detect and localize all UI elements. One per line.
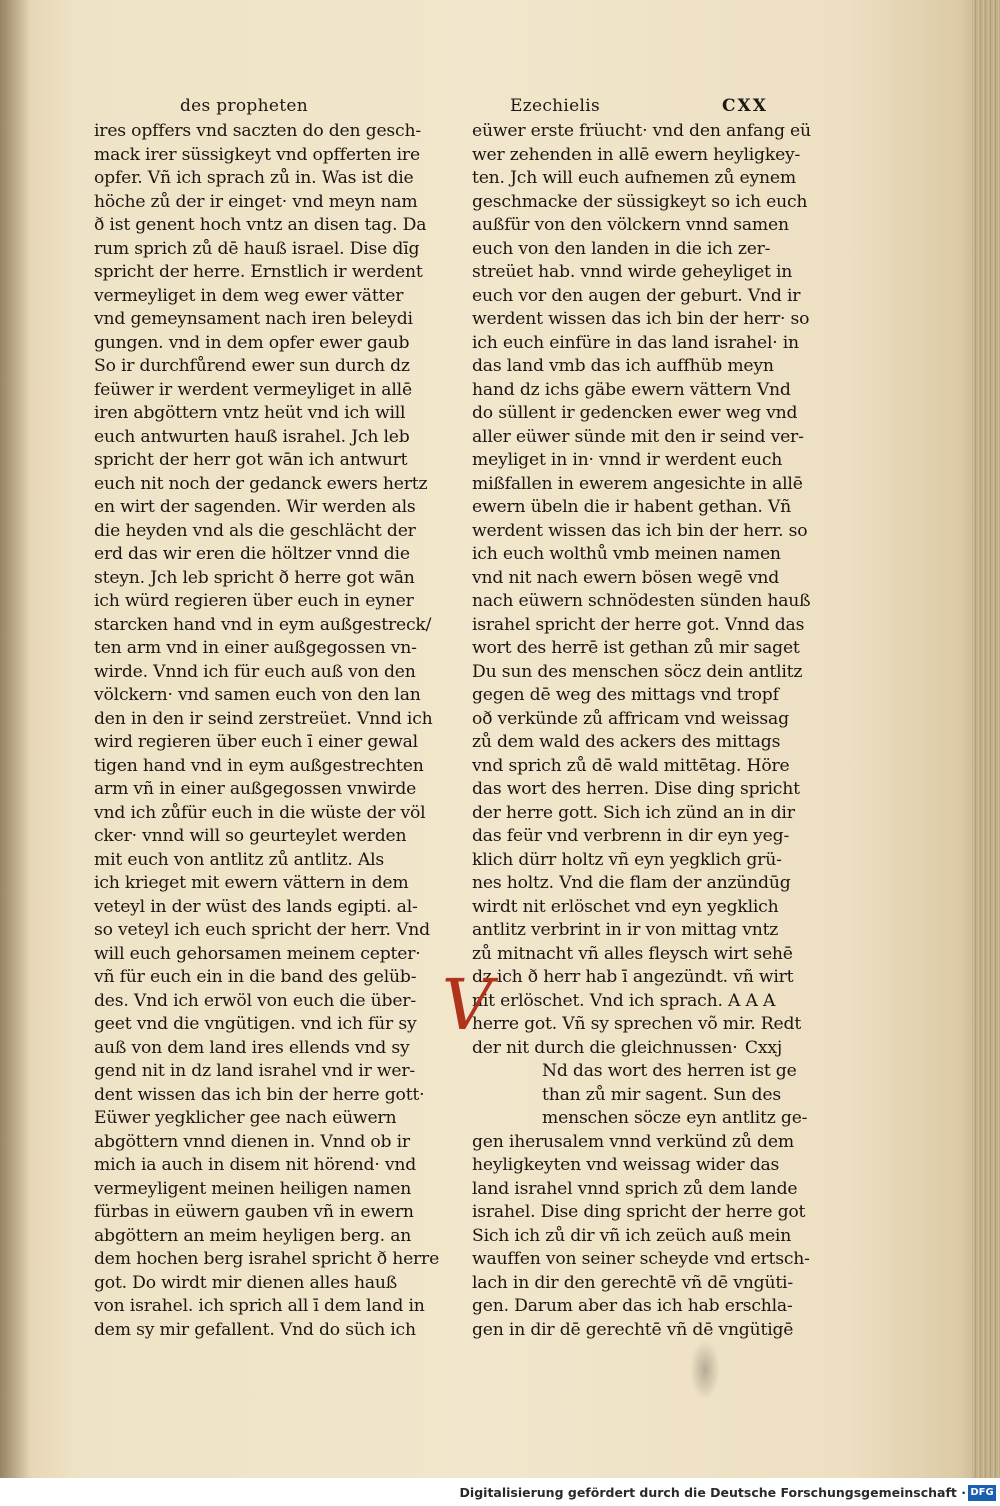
text-line: wird regieren über euch ī einer gewal <box>94 732 418 752</box>
text-line: gen. Darum aber das ich hab erschla- <box>472 1296 793 1316</box>
paper-stain <box>690 1340 720 1400</box>
text-line: en wirt der sagenden. Wir werden als <box>94 497 416 517</box>
text-line: geschmacke der süssigkeyt so ich euch <box>472 191 808 212</box>
text-line: ich euch einfüre in das land israhel· in <box>472 332 799 353</box>
text-line: so veteyl ich euch spricht der herr. Vnd <box>94 920 430 940</box>
text-line: vnd ich zůfür euch in die wüste der völ <box>94 802 426 823</box>
text-line: erd das wir eren die höltzer vnnd die <box>94 544 410 564</box>
text-line: Sich ich zů dir vñ ich zeüch auß mein <box>472 1225 792 1246</box>
text-line: menschen söcze eyn antlitz ge- <box>542 1108 808 1128</box>
text-line: wer zehenden in allē ewern heyligkey- <box>472 144 801 165</box>
text-line: zů dem wald des ackers des mittags <box>472 732 781 752</box>
text-line: do süllent ir gedencken ewer weg vnd <box>472 403 798 423</box>
text-line: ich krieget mit ewern vättern in dem <box>94 873 409 893</box>
text-line: dz ich ð herr hab ī angezündt. vñ wirt <box>472 967 794 987</box>
text-line: mich ia auch in disem nit hörend· vnd <box>94 1155 417 1175</box>
text-line: gend nit in dz land israhel vnd ir wer- <box>94 1061 415 1081</box>
folio-number: CXX <box>722 96 768 116</box>
text-line: eüwer erste früucht· vnd den anfang eü <box>472 121 811 141</box>
text-line: than zů mir sagent. Sun des <box>542 1084 781 1105</box>
text-line: spricht der herr got wān ich antwurt <box>94 450 408 470</box>
text-line: werdent wissen das ich bin der herr. so <box>472 520 808 541</box>
text-line: wirde. Vnnd ich für euch auß von den <box>94 661 416 682</box>
text-line: vermeyligent meinen heiligen namen <box>94 1178 412 1199</box>
text-line: klich dürr holtz vñ eyn yegklich grü- <box>472 849 782 870</box>
text-line: spricht der herre. Ernstlich ir werdent <box>94 262 423 282</box>
text-line: ð ist genent hoch vntz an disen tag. Da <box>94 215 427 235</box>
chapter-number: Cxxj <box>744 1037 782 1058</box>
footer-credit: Digitalisierung gefördert durch die Deutsche Forschungsgemeinschaft · <box>459 1485 966 1500</box>
text-line: die heyden vnd als die geschlächt der <box>94 520 416 541</box>
text-line: lach in dir den gerechtē vñ dē vngüti- <box>472 1272 793 1293</box>
text-line: abgöttern an meim heyligen berg. an <box>94 1225 412 1246</box>
gutter-shadow <box>0 0 30 1478</box>
right-column-chapter-text <box>472 1060 810 1342</box>
text-line: des. Vnd ich erwöl von euch die über- <box>94 990 416 1011</box>
text-line: cker· vnnd will so geurteylet werden <box>94 826 407 846</box>
text-line: aller eüwer sünde mit den ir seind ver- <box>472 426 804 447</box>
text-line: will euch gehorsamen meinem cepter· <box>94 943 421 964</box>
text-line: völckern· vnd samen euch von den lan <box>94 685 421 705</box>
text-line: israhel spricht der herre got. Vnnd das <box>472 614 805 635</box>
text-line: geet vnd die vngütigen. vnd ich für sy <box>94 1014 417 1034</box>
text-line: vñ für euch ein in die band des gelüb- <box>94 967 417 987</box>
right-column-top-text <box>472 120 811 1060</box>
left-running-head: des propheten <box>180 96 308 116</box>
text-line: vnd nit nach ewern bösen wegē vnd <box>472 567 780 588</box>
text-line: ten. Jch will euch aufnemen zů eynem <box>472 168 796 188</box>
text-line: der nit durch die gleichnussen· <box>472 1037 738 1058</box>
text-line: rum sprich zů dē hauß israel. Dise dīg <box>94 238 420 259</box>
text-line: vnd sprich zů dē wald mittētag. Höre <box>472 755 790 776</box>
text-line: ich euch wolthů vmb meinen namen <box>472 544 781 564</box>
text-line: israhel. Dise ding spricht der herre got <box>472 1202 806 1222</box>
text-line: starcken hand vnd in eym außgestreck/ <box>94 614 432 635</box>
text-line: außfür von den völckern vnnd samen <box>472 215 789 235</box>
text-line: tigen hand vnd in eym außgestrechten <box>94 755 424 776</box>
text-line: abgöttern vnnd dienen in. Vnnd ob ir <box>94 1131 410 1152</box>
text-line: ewern übeln die ir habent gethan. Vñ <box>472 497 791 517</box>
text-line: wauffen von seiner scheyde vnd ertsch- <box>472 1249 810 1269</box>
text-line: mack irer süssigkeyt vnd opfferten ire <box>94 144 420 165</box>
text-line: auß von dem land ires ellends vnd sy <box>94 1037 410 1058</box>
text-line: arm vñ in einer außgegossen vnwirde <box>94 779 417 799</box>
left-text-column <box>94 120 440 1342</box>
text-line: streüet hab. vnnd wirde geheyliget in <box>472 262 793 282</box>
text-line: So ir durchfůrend ewer sun durch dz <box>94 356 410 376</box>
footer-bar <box>0 1478 1000 1506</box>
text-line: meyliget in in· vnnd ir werdent euch <box>472 450 783 470</box>
text-line: heyligkeyten vnd weissag wider das <box>472 1155 780 1175</box>
text-line: das land vmb das ich auffhüb meyn <box>472 356 774 376</box>
text-line: werdent wissen das ich bin der herr· so <box>472 309 810 329</box>
text-line: euch nit noch der gedanck ewers hertz <box>94 473 428 494</box>
text-line: der herre gott. Sich ich zünd an in dir <box>472 802 795 823</box>
text-line: mißfallen in ewerem angesichte in allē <box>472 473 803 494</box>
text-line: antlitz verbrint in ir von mittag vntz <box>472 920 779 940</box>
text-line: ich würd regieren über euch in eyner <box>94 591 414 611</box>
text-line: Du sun des menschen söcz dein antlitz <box>472 661 803 682</box>
dfg-logo: DFG <box>968 1485 996 1501</box>
text-line: gen iherusalem vnnd verkünd zů dem <box>472 1131 794 1152</box>
text-line: feüwer ir werdent vermeyliget in allē <box>94 379 412 400</box>
text-line: das feür vnd verbrenn in dir eyn yeg- <box>472 826 790 846</box>
text-line: hand dz ichs gäbe ewern vättern Vnd <box>472 379 791 400</box>
right-text-column <box>472 120 811 1342</box>
text-line: got. Do wirdt mir dienen alles hauß <box>94 1272 398 1293</box>
text-line: Nd das wort des herren ist ge <box>542 1061 797 1081</box>
text-line: vnd gemeynsament nach iren beleydi <box>94 309 413 329</box>
rubricated-initial: V <box>441 964 493 1046</box>
text-line: oð verkünde zů affricam vnd weissag <box>472 708 789 729</box>
text-line: nach eüwern schnödesten sünden hauß <box>472 591 811 611</box>
text-line: veteyl in der wüst des lands egipti. al- <box>94 896 418 917</box>
page-edge <box>972 0 1000 1478</box>
text-line: nes holtz. Vnd die flam der anzündūg <box>472 873 791 893</box>
text-line: Eüwer yegklicher gee nach eüwern <box>94 1108 397 1128</box>
text-line: mit euch von antlitz zů antlitz. Als <box>94 849 385 870</box>
text-line: dem hochen berg israhel spricht ð herre <box>94 1249 440 1269</box>
text-line: dent wissen das ich bin der herre gott· <box>94 1084 425 1105</box>
text-line: land israhel vnnd sprich zů dem lande <box>472 1178 798 1199</box>
text-line: wirdt nit erlöschet vnd eyn yegklich <box>472 896 779 917</box>
text-line: herre got. Vñ sy sprechen võ mir. Redt <box>472 1014 802 1034</box>
text-line: euch von den landen in die ich zer- <box>472 238 771 259</box>
text-line: dem sy mir gefallent. Vnd do süch ich <box>94 1319 416 1340</box>
text-line: iren abgöttern vntz heüt vnd ich will <box>94 403 406 423</box>
text-line: ten arm vnd in einer außgegossen vn- <box>94 638 417 658</box>
text-line: von israhel. ich sprich all ī dem land in <box>94 1296 425 1316</box>
text-line: nit erlöschet. Vnd ich sprach. A A A <box>472 990 776 1011</box>
text-line: zů mitnacht vñ alles fleysch wirt sehē <box>472 943 793 964</box>
text-line: ires opffers vnd saczten do den gesch- <box>94 121 421 141</box>
text-line: das wort des herren. Dise ding spricht <box>472 779 800 799</box>
text-line: euch antwurten hauß israhel. Jch leb <box>94 426 410 447</box>
text-line: vermeyliget in dem weg ewer vätter <box>94 285 404 306</box>
text-line: den in den ir seind zerstreüet. Vnnd ich <box>94 708 433 729</box>
text-line: gegen dē weg des mittags vnd tropf <box>472 685 779 705</box>
text-line: gen in dir dē gerechtē vñ dē vngütigē <box>472 1319 794 1340</box>
text-line: fürbas in eüwern gauben vñ in ewern <box>94 1202 414 1222</box>
text-line: euch vor den augen der geburt. Vnd ir <box>472 285 801 306</box>
text-line: höche zů der ir einget· vnd meyn nam <box>94 191 418 212</box>
text-line: wort des herrē ist gethan zů mir saget <box>472 638 800 658</box>
text-line: steyn. Jch leb spricht ð herre got wān <box>94 567 415 588</box>
text-line: gungen. vnd in dem opfer ewer gaub <box>94 332 410 353</box>
right-running-head: Ezechielis <box>510 96 600 116</box>
text-line: opfer. Vñ ich sprach zů in. Was ist die <box>94 168 414 188</box>
